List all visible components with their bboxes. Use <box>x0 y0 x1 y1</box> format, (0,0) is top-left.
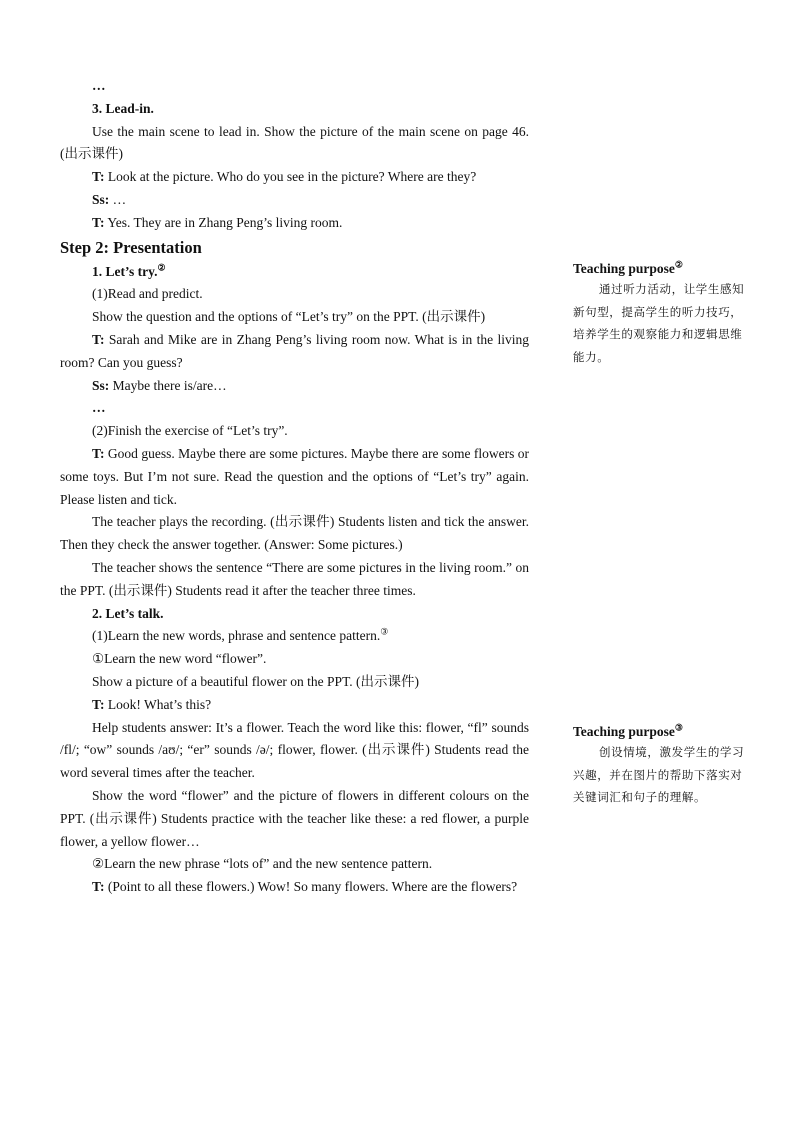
speaker-label: T: <box>92 214 105 230</box>
paragraph: Show a picture of a beautiful flower on the PPT. (出示课件) <box>92 673 420 689</box>
dialogue-line <box>60 876 529 899</box>
ellipsis-line: … <box>92 400 106 416</box>
dialogue-text: Look! What’s this? <box>107 696 212 712</box>
paragraph: (2)Finish the exercise of “Let’s try”. <box>92 423 288 439</box>
dialogue-text: … <box>112 191 127 207</box>
dialogue-line <box>60 189 529 212</box>
paragraph: Show the word “flower” and the picture of flowers in different colours on the PPT. (出示课件) Students practice with the teacher like these: a red flower, a purple flower, a yellow flower… <box>60 787 529 849</box>
paragraph: The teacher plays the recording. (出示课件) Students listen and tick the answer. Then they check the answer together. (Answer: Some pictures.) <box>60 514 529 553</box>
teaching-purpose-note <box>573 722 745 810</box>
paragraph: Show the question and the options of “Let’s try” on the PPT. (出示课件) <box>92 309 486 325</box>
paragraph: ②Learn the new phrase “lots of” and the new sentence pattern. <box>92 856 433 872</box>
dialogue-text: (Point to all these flowers.) Wow! So many flowers. Where are the flowers? <box>107 879 518 895</box>
dialogue-text: Good guess. Maybe there are some pictures. Maybe there are some flowers or some toys. But I’m not sure. Read the question and the options of “Let’s try” again. Please listen and tick. <box>60 445 530 507</box>
main-column <box>60 75 529 899</box>
dialogue-line <box>60 443 529 511</box>
read-predict: (1)Read and predict. <box>92 286 203 302</box>
note-marker: ③ <box>380 626 389 637</box>
speaker-label: T: <box>92 445 105 461</box>
dialogue-line <box>60 166 529 189</box>
speaker-label: T: <box>92 169 105 185</box>
note-marker: ② <box>157 262 166 273</box>
dialogue-line <box>60 694 529 717</box>
dialogue-line <box>60 375 529 398</box>
speaker-label: T: <box>92 331 105 347</box>
paragraph: (1)Learn the new words, phrase and sentence pattern.③ <box>92 626 389 644</box>
speaker-label: Ss: <box>92 377 110 393</box>
ellipsis-line: … <box>92 78 106 93</box>
speaker-label: T: <box>92 696 105 712</box>
dialogue-text: Look at the picture. Who do you see in the picture? Where are they? <box>107 169 477 185</box>
paragraph: Help students answer: It’s a flower. Teach the word like this: flower, “fl” sounds /fl/; “ow” sounds /aʊ/; “er” sounds /ə/; flower, flower. (出示课件) Students read the word several times after the teacher. <box>60 719 529 781</box>
letstalk-heading: 2. Let’s talk. <box>92 605 164 621</box>
dialogue-text: Maybe there is/are… <box>112 377 227 393</box>
teaching-purpose-note <box>573 259 745 369</box>
leadin-text: Use the main scene to lead in. Show the picture of the main scene on page 46. (出示课件) <box>60 123 529 162</box>
leadin-heading: 3. Lead-in. <box>92 100 154 116</box>
note-title: Teaching purpose② <box>573 259 683 276</box>
note-title: Teaching purpose③ <box>573 722 683 739</box>
dialogue-line <box>60 212 529 235</box>
step2-heading: Step 2: Presentation <box>60 237 202 257</box>
dialogue-text: Sarah and Mike are in Zhang Peng’s living room now. What is in the living room? Can you guess? <box>60 331 530 370</box>
paragraph: ①Learn the new word “flower”. <box>92 651 267 667</box>
speaker-label: Ss: <box>92 191 110 207</box>
dialogue-text: Yes. They are in Zhang Peng’s living room. <box>107 214 343 230</box>
paragraph: The teacher shows the sentence “There are some pictures in the living room.” on the PPT. (出示课件) Students read it after the teacher three times. <box>60 559 529 598</box>
letstry-heading: 1. Let’s try.② <box>92 262 166 279</box>
dialogue-line <box>60 329 529 375</box>
note-body: 创设情境，激发学生的学习兴趣，并在图片的帮助下落实对关键词汇和句子的理解。 <box>573 747 745 804</box>
note-body: 通过听力活动，让学生感知新句型，提高学生的听力技巧，培养学生的观察能力和逻辑思维能力。 <box>573 284 745 364</box>
speaker-label: T: <box>92 879 105 895</box>
note-marker: ② <box>674 259 683 270</box>
note-marker: ③ <box>674 722 683 733</box>
